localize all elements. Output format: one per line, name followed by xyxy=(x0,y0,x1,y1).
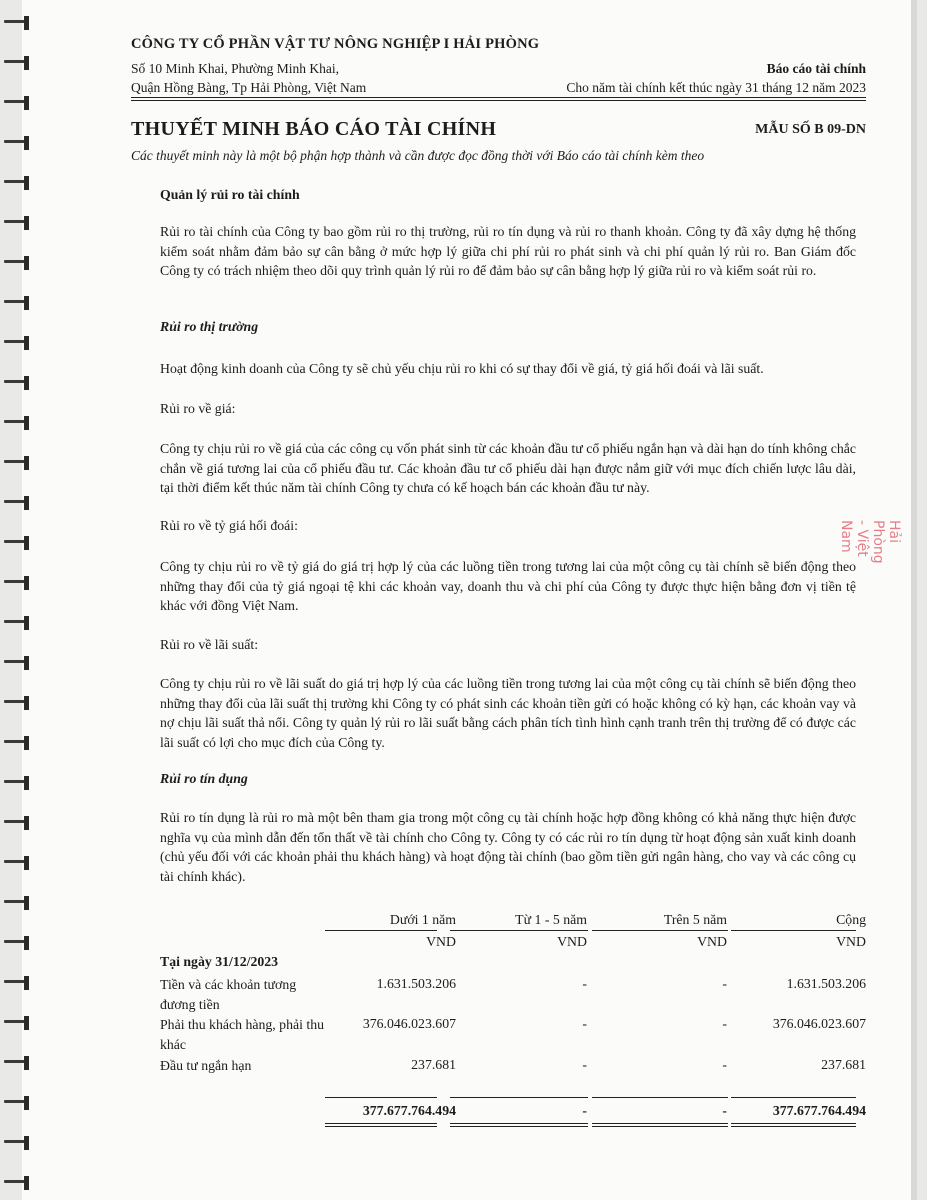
col-header-over-5y: Trên 5 năm xyxy=(663,912,727,927)
binding-ring-bar xyxy=(4,300,26,303)
binding-ring-hook xyxy=(24,216,29,230)
binding-ring-bar xyxy=(4,540,26,543)
binding-ring xyxy=(4,374,34,390)
binding-ring-hook xyxy=(24,496,29,510)
binding-ring-bar xyxy=(4,460,26,463)
binding-ring xyxy=(4,414,34,430)
row-label-receivables: Phải thu khách hàng, phải thu khác xyxy=(160,1017,324,1052)
binding-ring-hook xyxy=(24,896,29,910)
binding-ring-hook xyxy=(24,536,29,550)
page-edge xyxy=(911,0,917,1200)
market-risk-heading: Rủi ro thị trường xyxy=(160,319,259,334)
cell-inv-total: 237.681 xyxy=(821,1057,866,1072)
total-rule-2 xyxy=(450,1097,588,1098)
total-rule-4 xyxy=(731,1097,856,1098)
cell-cash-1-5y: - xyxy=(582,976,587,991)
binding-ring-hook xyxy=(24,416,29,430)
col-rule-2 xyxy=(450,930,588,931)
binding-ring xyxy=(4,134,34,150)
binding-ring-hook xyxy=(24,976,29,990)
binding-ring-hook xyxy=(24,256,29,270)
binding-ring xyxy=(4,854,34,870)
binding-ring-bar xyxy=(4,20,26,23)
total-rule-3 xyxy=(592,1097,728,1098)
binding-ring-bar xyxy=(4,620,26,623)
binding-ring xyxy=(4,94,34,110)
binding-ring-bar xyxy=(4,260,26,263)
binding-ring-hook xyxy=(24,296,29,310)
cell-cash-under-1y: 1.631.503.206 xyxy=(376,976,456,991)
form-number: MẪU SỐ B 09-DN xyxy=(755,122,866,137)
binding-ring-hook xyxy=(24,456,29,470)
company-stamp: Hải Phòng - Việt Nam xyxy=(838,520,902,564)
spiral-binding xyxy=(0,0,40,1200)
binding-ring-bar xyxy=(4,380,26,383)
binding-ring-hook xyxy=(24,656,29,670)
binding-ring-hook xyxy=(24,856,29,870)
binding-ring-bar xyxy=(4,1100,26,1103)
binding-ring-bar xyxy=(4,60,26,63)
total-over-5y: - xyxy=(722,1103,727,1118)
binding-ring-bar xyxy=(4,740,26,743)
row-label-investments: Đầu tư ngắn hạn xyxy=(160,1058,252,1073)
binding-ring xyxy=(4,214,34,230)
binding-ring xyxy=(4,1054,34,1070)
fx-risk-text: Công ty chịu rủi ro về tỷ giá do giá trị hợp lý của các luồng tiền trong tương lai của một công cụ tài chính sẽ biến động theo những thay đổi của tỷ giá ngoại tệ khi các khoản vay, doanh thu và chi phí của Công ty được thực hiện bằng đơn vị tiền tệ khác với đồng Việt Nam. xyxy=(160,559,856,613)
binding-ring-bar xyxy=(4,420,26,423)
header-rule-top xyxy=(131,97,866,98)
binding-ring-hook xyxy=(24,56,29,70)
total-double-rule-1a xyxy=(325,1123,437,1124)
cell-cash-over-5y: - xyxy=(722,976,727,991)
cell-cash-total: 1.631.503.206 xyxy=(786,976,866,991)
binding-ring xyxy=(4,574,34,590)
binding-ring xyxy=(4,974,34,990)
binding-ring xyxy=(4,1094,34,1110)
binding-ring xyxy=(4,494,34,510)
cell-inv-under-1y: 237.681 xyxy=(411,1057,456,1072)
binding-ring-hook xyxy=(24,1136,29,1150)
cell-recv-total: 376.046.023.607 xyxy=(772,1016,866,1031)
binding-ring-hook xyxy=(24,136,29,150)
binding-ring-hook xyxy=(24,696,29,710)
fx-risk-heading: Rủi ro về tỷ giá hối đoái: xyxy=(160,518,298,533)
binding-ring-bar xyxy=(4,980,26,983)
binding-ring-bar xyxy=(4,500,26,503)
binding-ring xyxy=(4,694,34,710)
binding-ring xyxy=(4,454,34,470)
binding-ring xyxy=(4,294,34,310)
binding-ring xyxy=(4,774,34,790)
col-rule-1 xyxy=(325,930,437,931)
total-under-1y: 377.677.764.494 xyxy=(362,1103,456,1118)
binding-ring-bar xyxy=(4,1060,26,1063)
col-rule-4 xyxy=(731,930,856,931)
report-period: Cho năm tài chính kết thúc ngày 31 tháng 12 năm 2023 xyxy=(566,80,866,95)
binding-ring xyxy=(4,934,34,950)
credit-risk-text: Rủi ro tín dụng là rủi ro mà một bên tham gia trong một công cụ tài chính hoặc hợp đồng không có khả năng thực hiện được nghĩa vụ của mình dẫn đến tổn thất về tài chính cho Công ty. Công ty có các rủi ro tín dụng từ hoạt động sản xuất kinh doanh (chủ yếu đối với các khoản phải thu khách hàng) và hoạt động tài chính (bao gồm tiền gửi ngân hàng, cho vay và các công cụ tài chính khác). xyxy=(160,810,856,884)
price-risk-text: Công ty chịu rủi ro về giá của các công cụ vốn phát sinh từ các khoản đầu tư cổ phiếu ngắn hạn và dài hạn do tính không chắc chắn về giá tương lai của cổ phiếu đầu tư. Các khoản đầu tư cổ phiếu dài hạn được nắm giữ với mục đích chiến lược lâu dài, tại thời điểm kết thúc năm tài chính Công ty chưa có kế hoạch bán các khoản đầu tư này. xyxy=(160,441,856,495)
total-double-rule-4b xyxy=(731,1126,856,1127)
row-label-cash: Tiền và các khoản tương đương tiền xyxy=(160,977,297,1012)
price-risk-heading: Rủi ro về giá: xyxy=(160,401,236,416)
col-rule-3 xyxy=(592,930,728,931)
col-header-1-5y: Từ 1 - 5 năm xyxy=(515,912,587,927)
binding-ring xyxy=(4,14,34,30)
binding-ring-bar xyxy=(4,1140,26,1143)
address-line-2: Quận Hồng Bàng, Tp Hải Phòng, Việt Nam xyxy=(131,80,367,95)
binding-ring-bar xyxy=(4,700,26,703)
binding-ring xyxy=(4,1174,34,1190)
binding-ring xyxy=(4,174,34,190)
total-double-rule-1b xyxy=(325,1126,437,1127)
binding-ring-bar xyxy=(4,780,26,783)
binding-ring-hook xyxy=(24,1016,29,1030)
address-line-1: Số 10 Minh Khai, Phường Minh Khai, xyxy=(131,61,339,76)
credit-risk-heading: Rủi ro tín dụng xyxy=(160,771,248,786)
binding-ring-hook xyxy=(24,1056,29,1070)
binding-ring-bar xyxy=(4,820,26,823)
binding-ring-hook xyxy=(24,736,29,750)
binding-ring xyxy=(4,54,34,70)
binding-ring xyxy=(4,814,34,830)
binding-ring-bar xyxy=(4,940,26,943)
total-double-rule-3a xyxy=(592,1123,728,1124)
binding-ring-bar xyxy=(4,1020,26,1023)
binding-ring-hook xyxy=(24,376,29,390)
binding-ring-hook xyxy=(24,336,29,350)
binding-ring xyxy=(4,254,34,270)
market-risk-text: Hoạt động kinh doanh của Công ty sẽ chủ yếu chịu rủi ro khi có sự thay đổi về giá, tỷ giá hối đoái và lãi suất. xyxy=(160,361,764,376)
cell-recv-1-5y: - xyxy=(582,1016,587,1031)
risk-mgmt-heading: Quản lý rủi ro tài chính xyxy=(160,187,300,202)
total-double-rule-2a xyxy=(450,1123,588,1124)
binding-ring-bar xyxy=(4,140,26,143)
binding-ring xyxy=(4,334,34,350)
unit-col-1: VND xyxy=(426,934,456,949)
binding-ring xyxy=(4,614,34,630)
binding-ring-hook xyxy=(24,776,29,790)
binding-ring-hook xyxy=(24,936,29,950)
unit-col-3: VND xyxy=(697,934,727,949)
binding-ring-hook xyxy=(24,816,29,830)
unit-col-4: VND xyxy=(836,934,866,949)
binding-ring-bar xyxy=(4,660,26,663)
total-double-rule-3b xyxy=(592,1126,728,1127)
binding-ring xyxy=(4,534,34,550)
binding-ring-hook xyxy=(24,96,29,110)
binding-ring-bar xyxy=(4,180,26,183)
col-header-under-1y: Dưới 1 năm xyxy=(389,912,456,927)
total-1-5y: - xyxy=(582,1103,587,1118)
cell-inv-1-5y: - xyxy=(582,1057,587,1072)
header-rule-bottom xyxy=(131,100,866,101)
total-double-rule-2b xyxy=(450,1126,588,1127)
table-date-label: Tại ngày 31/12/2023 xyxy=(160,954,279,969)
binding-ring-hook xyxy=(24,1096,29,1110)
binding-ring-bar xyxy=(4,220,26,223)
binding-ring-hook xyxy=(24,576,29,590)
binding-ring-bar xyxy=(4,340,26,343)
total-sum: 377.677.764.494 xyxy=(772,1103,866,1118)
interest-risk-heading: Rủi ro về lãi suất: xyxy=(160,637,259,652)
binding-ring-bar xyxy=(4,1180,26,1183)
binding-ring-bar xyxy=(4,580,26,583)
cell-inv-over-5y: - xyxy=(722,1057,727,1072)
cell-recv-over-5y: - xyxy=(722,1016,727,1031)
report-title: Báo cáo tài chính xyxy=(766,61,866,76)
page-subtitle: Các thuyết minh này là một bộ phận hợp thành và cần được đọc đồng thời với Báo cáo tài chính kèm theo xyxy=(131,148,705,163)
risk-mgmt-text: Rủi ro tài chính của Công ty bao gồm rủi ro thị trường, rủi ro tín dụng và rủi ro thanh khoản. Công ty đã xây dựng hệ thống kiểm soát nhằm đảm bảo sự cân bằng ở mức hợp lý giữa chi phí rủi ro phát sinh và chi phí quản lý rủi ro. Ban Giám đốc Công ty có trách nhiệm theo dõi quy trình quản lý rủi ro để đảm bảo sự cân bằng hợp lý giữa rủi ro và kiểm soát rủi ro. xyxy=(160,224,856,278)
binding-ring-hook xyxy=(24,616,29,630)
company-name: CÔNG TY CỔ PHẦN VẬT TƯ NÔNG NGHIỆP I HẢI PHÒNG xyxy=(131,36,540,52)
binding-ring-hook xyxy=(24,176,29,190)
total-double-rule-4a xyxy=(731,1123,856,1124)
col-header-total: Cộng xyxy=(836,912,866,927)
binding-ring-bar xyxy=(4,100,26,103)
binding-ring xyxy=(4,1134,34,1150)
binding-ring xyxy=(4,734,34,750)
total-rule-1 xyxy=(325,1097,437,1098)
binding-ring xyxy=(4,894,34,910)
cell-recv-under-1y: 376.046.023.607 xyxy=(362,1016,456,1031)
binding-ring-bar xyxy=(4,860,26,863)
binding-ring-hook xyxy=(24,1176,29,1190)
page-title: THUYẾT MINH BÁO CÁO TÀI CHÍNH xyxy=(131,118,497,140)
interest-risk-text: Công ty chịu rủi ro về lãi suất do giá trị hợp lý của các luồng tiền trong tương lai của một công cụ tài chính sẽ biến động theo những thay đổi của lãi suất thị trường khi Công ty có phát sinh các khoản tiền gửi có hoặc không có kỳ hạn, các khoản vay và nợ chịu lãi suất thả nổi. Công ty quản lý rủi ro lãi suất bằng cách phân tích tình hình cạnh tranh trên thị trường để có được các lãi suất có lợi cho mục đích của Công ty. xyxy=(160,676,856,750)
binding-ring xyxy=(4,1014,34,1030)
unit-col-2: VND xyxy=(557,934,587,949)
binding-ring xyxy=(4,654,34,670)
binding-ring-bar xyxy=(4,900,26,903)
binding-ring-hook xyxy=(24,16,29,30)
